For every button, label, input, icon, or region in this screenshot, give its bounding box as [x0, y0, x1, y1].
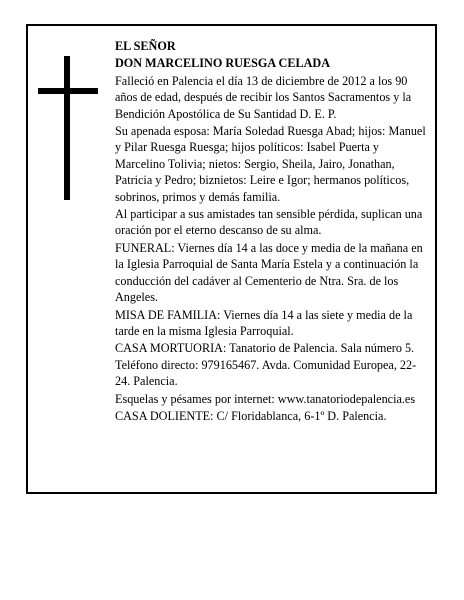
notice-title-line2: DON MARCELINO RUESGA CELADA — [115, 56, 330, 71]
paragraph-death: Falleció en Palencia el día 13 de diciembre de 2012 a los 90 años de edad, después de recibir los Santos Sacramentos y la Bendición Apostólica de Su Santidad D. E. P. — [115, 73, 412, 121]
notice-title-line1: EL SEÑOR — [115, 39, 176, 53]
paragraph-funeral-home: CASA MORTUORIA: Tanatorio de Palencia. Sala número 5. Teléfono directo: 979165467. Avda. Comunidad Europea, 22-24. Palencia. — [115, 341, 417, 389]
paragraph-family: Su apenada esposa: María Soledad Ruesga Abad; hijos: Manuel y Pilar Ruesga Ruesga; hijos políticos: Isabel Puerta y Marcelino Tolivia; nietos: Sergio, Sheila, Jairo, Jonathan, Patricia y Pedro; biznietos: Leire e Igor; hermanos políticos, sobrinos, primos y demás familia. — [115, 124, 426, 204]
paragraph-family-mass: MISA DE FAMILIA: Viernes día 14 a las siete y media de la tarde en la misma Iglesia Parroquial. — [115, 307, 413, 338]
cross-icon — [38, 56, 98, 200]
obituary-notice — [26, 24, 437, 494]
paragraph-online-condolences: Esquelas y pésames por internet: www.tanatoriodepalencia.es — [115, 391, 416, 406]
paragraph-funeral: FUNERAL: Viernes día 14 a las doce y media de la mañana en la Iglesia Parroquial de Santa María Estela y a continuación la conducción del cadáver al Cementerio de Ntra. Sra. de los Angeles. — [115, 240, 423, 305]
notice-content — [115, 38, 427, 425]
cross-horizontal-bar — [38, 88, 98, 94]
cross-vertical-bar — [64, 56, 70, 200]
paragraph-prayer: Al participar a sus amistades tan sensible pérdida, suplican una oración por el eterno descanso de su alma. — [115, 207, 423, 238]
paragraph-family-home: CASA DOLIENTE: C/ Floridablanca, 6-1º D. Palencia. — [115, 408, 387, 423]
